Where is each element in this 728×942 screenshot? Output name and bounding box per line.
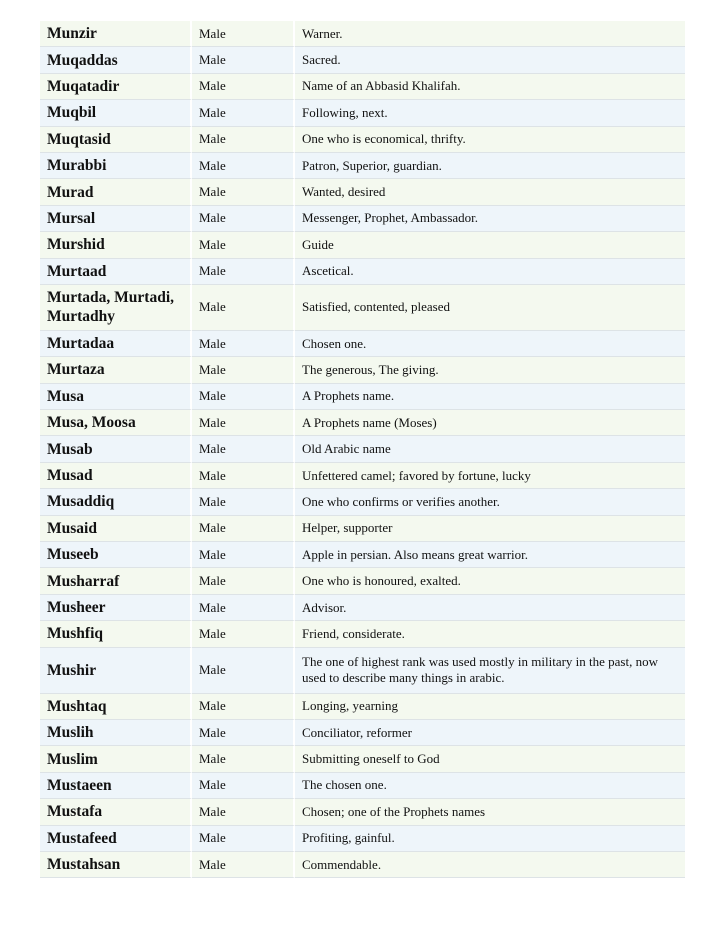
meaning-cell: Ascetical. xyxy=(295,259,685,285)
table-row xyxy=(40,47,685,73)
table-row xyxy=(40,463,685,489)
gender-cell: Male xyxy=(192,153,295,179)
name-cell: Musharraf xyxy=(40,568,192,594)
name-cell: Murad xyxy=(40,179,192,205)
gender-cell: Male xyxy=(192,773,295,799)
gender-cell: Male xyxy=(192,179,295,205)
table-row xyxy=(40,595,685,621)
meaning-cell: The chosen one. xyxy=(295,773,685,799)
name-cell: Musa xyxy=(40,384,192,410)
gender-cell: Male xyxy=(192,285,295,331)
name-cell: Muslih xyxy=(40,720,192,746)
gender-cell: Male xyxy=(192,489,295,515)
name-cell: Mustafa xyxy=(40,799,192,825)
meaning-cell: Patron, Superior, guardian. xyxy=(295,153,685,179)
meaning-cell: Sacred. xyxy=(295,47,685,73)
gender-cell: Male xyxy=(192,259,295,285)
name-cell: Murtaza xyxy=(40,357,192,383)
meaning-cell: Longing, yearning xyxy=(295,694,685,720)
gender-cell: Male xyxy=(192,410,295,436)
table-row xyxy=(40,206,685,232)
table-row xyxy=(40,621,685,647)
table-row xyxy=(40,694,685,720)
table-row xyxy=(40,100,685,126)
gender-cell: Male xyxy=(192,542,295,568)
gender-cell: Male xyxy=(192,436,295,462)
name-cell: Mursal xyxy=(40,206,192,232)
table-row xyxy=(40,773,685,799)
meaning-cell: The one of highest rank was used mostly in military in the past, now used to describe many things in arabic. xyxy=(295,648,685,694)
name-cell: Musad xyxy=(40,463,192,489)
meaning-cell: One who is economical, thrifty. xyxy=(295,127,685,153)
meaning-cell: Advisor. xyxy=(295,595,685,621)
gender-cell: Male xyxy=(192,74,295,100)
name-cell: Murtaad xyxy=(40,259,192,285)
gender-cell: Male xyxy=(192,621,295,647)
name-cell: Munzir xyxy=(40,21,192,47)
table-row xyxy=(40,232,685,258)
name-cell: Murabbi xyxy=(40,153,192,179)
name-cell: Musheer xyxy=(40,595,192,621)
meaning-cell: Wanted, desired xyxy=(295,179,685,205)
table-row xyxy=(40,285,685,331)
table-row xyxy=(40,542,685,568)
meaning-cell: One who is honoured, exalted. xyxy=(295,568,685,594)
meaning-cell: Following, next. xyxy=(295,100,685,126)
names-table-body xyxy=(40,21,685,878)
table-row xyxy=(40,259,685,285)
names-table xyxy=(40,21,685,878)
meaning-cell: One who confirms or verifies another. xyxy=(295,489,685,515)
table-row xyxy=(40,127,685,153)
name-cell: Musa, Moosa xyxy=(40,410,192,436)
table-row xyxy=(40,21,685,47)
table-row xyxy=(40,489,685,515)
name-cell: Muqaddas xyxy=(40,47,192,73)
name-cell: Mushfiq xyxy=(40,621,192,647)
gender-cell: Male xyxy=(192,331,295,357)
name-cell: Museeb xyxy=(40,542,192,568)
meaning-cell: Chosen; one of the Prophets names xyxy=(295,799,685,825)
table-row xyxy=(40,357,685,383)
gender-cell: Male xyxy=(192,21,295,47)
meaning-cell: Apple in persian. Also means great warrior. xyxy=(295,542,685,568)
meaning-cell: Profiting, gainful. xyxy=(295,826,685,852)
name-cell: Mustahsan xyxy=(40,852,192,878)
meaning-cell: Old Arabic name xyxy=(295,436,685,462)
table-row xyxy=(40,799,685,825)
table-row xyxy=(40,746,685,772)
meaning-cell: Helper, supporter xyxy=(295,516,685,542)
meaning-cell: A Prophets name (Moses) xyxy=(295,410,685,436)
meaning-cell: The generous, The giving. xyxy=(295,357,685,383)
gender-cell: Male xyxy=(192,384,295,410)
table-row xyxy=(40,568,685,594)
table-row xyxy=(40,384,685,410)
table-row xyxy=(40,331,685,357)
gender-cell: Male xyxy=(192,463,295,489)
gender-cell: Male xyxy=(192,799,295,825)
table-row xyxy=(40,179,685,205)
table-row xyxy=(40,826,685,852)
gender-cell: Male xyxy=(192,568,295,594)
name-cell: Mustaeen xyxy=(40,773,192,799)
gender-cell: Male xyxy=(192,826,295,852)
meaning-cell: Friend, considerate. xyxy=(295,621,685,647)
meaning-cell: Submitting oneself to God xyxy=(295,746,685,772)
gender-cell: Male xyxy=(192,595,295,621)
table-row xyxy=(40,720,685,746)
meaning-cell: Guide xyxy=(295,232,685,258)
name-cell: Muqbil xyxy=(40,100,192,126)
meaning-cell: A Prophets name. xyxy=(295,384,685,410)
gender-cell: Male xyxy=(192,47,295,73)
gender-cell: Male xyxy=(192,100,295,126)
name-cell: Muslim xyxy=(40,746,192,772)
name-cell: Musab xyxy=(40,436,192,462)
meaning-cell: Warner. xyxy=(295,21,685,47)
table-row xyxy=(40,153,685,179)
name-cell: Murtada, Murtadi, Murtadhy xyxy=(40,285,192,331)
name-cell: Mustafeed xyxy=(40,826,192,852)
meaning-cell: Messenger, Prophet, Ambassador. xyxy=(295,206,685,232)
table-row xyxy=(40,410,685,436)
gender-cell: Male xyxy=(192,694,295,720)
name-cell: Musaddiq xyxy=(40,489,192,515)
meaning-cell: Name of an Abbasid Khalifah. xyxy=(295,74,685,100)
table-row xyxy=(40,74,685,100)
name-cell: Muqtasid xyxy=(40,127,192,153)
table-row xyxy=(40,852,685,878)
gender-cell: Male xyxy=(192,516,295,542)
name-cell: Murtadaa xyxy=(40,331,192,357)
name-cell: Mushir xyxy=(40,648,192,694)
table-row xyxy=(40,648,685,694)
gender-cell: Male xyxy=(192,746,295,772)
meaning-cell: Unfettered camel; favored by fortune, lucky xyxy=(295,463,685,489)
table-row xyxy=(40,436,685,462)
meaning-cell: Commendable. xyxy=(295,852,685,878)
table-row xyxy=(40,516,685,542)
gender-cell: Male xyxy=(192,852,295,878)
name-cell: Muqatadir xyxy=(40,74,192,100)
gender-cell: Male xyxy=(192,357,295,383)
gender-cell: Male xyxy=(192,648,295,694)
meaning-cell: Conciliator, reformer xyxy=(295,720,685,746)
name-cell: Musaid xyxy=(40,516,192,542)
name-cell: Murshid xyxy=(40,232,192,258)
gender-cell: Male xyxy=(192,127,295,153)
meaning-cell: Chosen one. xyxy=(295,331,685,357)
meaning-cell: Satisfied, contented, pleased xyxy=(295,285,685,331)
name-cell: Mushtaq xyxy=(40,694,192,720)
gender-cell: Male xyxy=(192,206,295,232)
gender-cell: Male xyxy=(192,720,295,746)
gender-cell: Male xyxy=(192,232,295,258)
